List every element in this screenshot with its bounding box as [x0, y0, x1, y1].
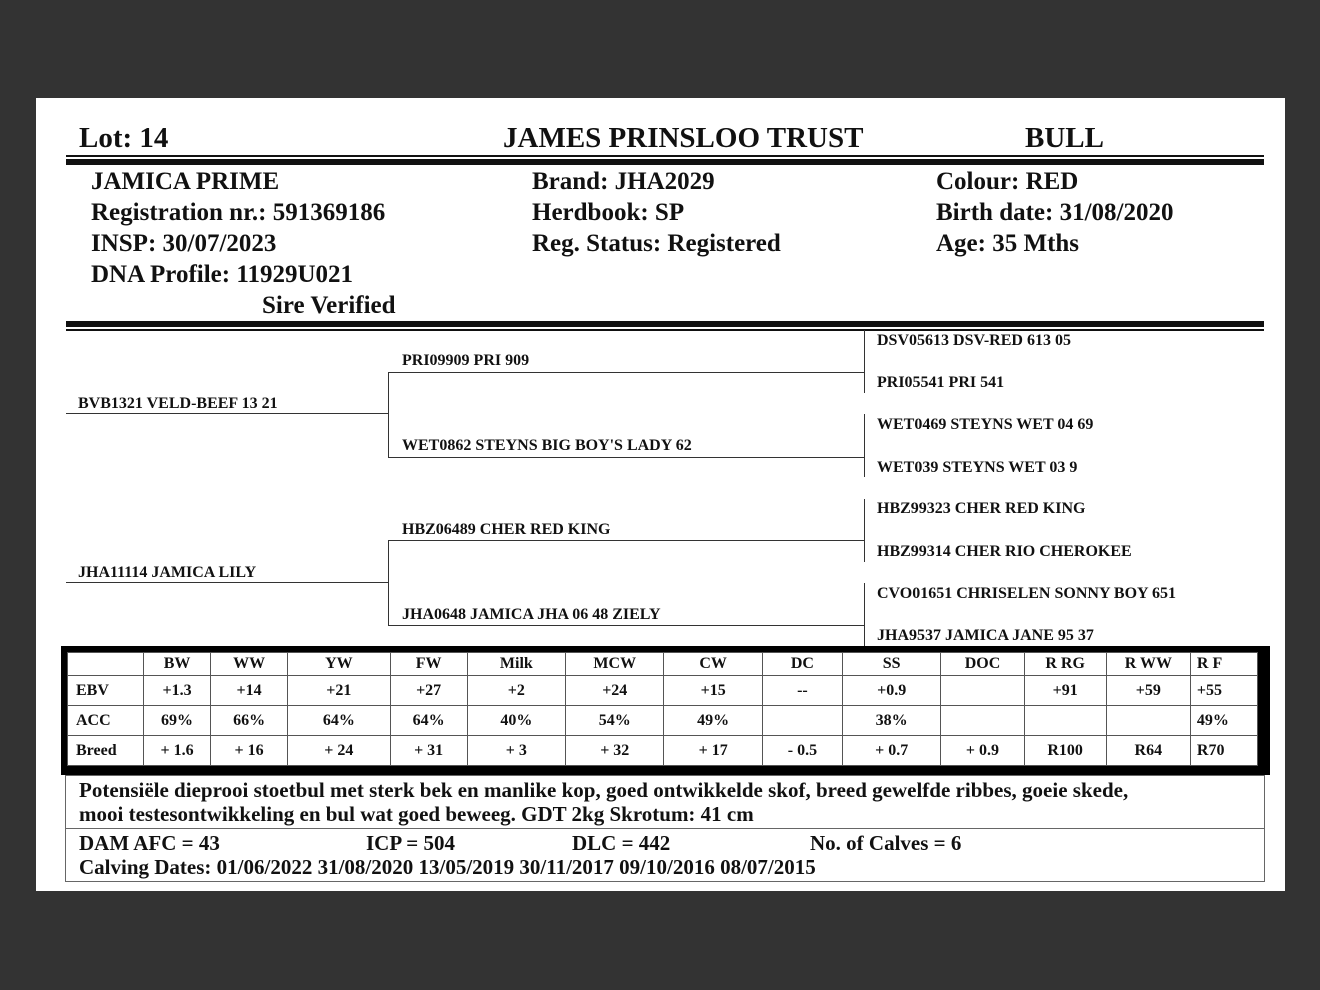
acc-cell: 69% [144, 706, 211, 736]
herdbook: Herdbook: SP [532, 199, 685, 226]
ebv-col-header: Milk [467, 653, 565, 676]
pedigree-gg-4: WET039 STEYNS WET 03 9 [877, 459, 1078, 476]
ebv-col-header: FW [390, 653, 467, 676]
ebv-cell: +91 [1024, 676, 1106, 706]
breed-cell: R70 [1190, 736, 1257, 766]
sire-dam-line [388, 457, 864, 458]
acc-cell: 54% [566, 706, 664, 736]
ebv-cell: +15 [664, 676, 762, 706]
row-label: ACC [68, 706, 144, 736]
acc-cell: 38% [842, 706, 940, 736]
dam-dlc: DLC = 442 [572, 831, 671, 855]
ebv-col-header [68, 653, 144, 676]
breed-cell: + 24 [288, 736, 390, 766]
row-label: Breed [68, 736, 144, 766]
acc-cell: 49% [1190, 706, 1257, 736]
ebv-col-header: R RG [1024, 653, 1106, 676]
registration-number: Registration nr.: 591369186 [91, 199, 386, 226]
acc-cell [941, 706, 1024, 736]
row-label: EBV [68, 676, 144, 706]
gg-bracket-2 [864, 414, 865, 477]
pedigree-gg-2: PRI05541 PRI 541 [877, 374, 1005, 391]
dam-afc: DAM AFC = 43 [79, 831, 220, 855]
ebv-col-header: YW [288, 653, 390, 676]
number-of-calves: No. of Calves = 6 [810, 831, 962, 855]
pedigree-sire-sire: PRI09909 PRI 909 [402, 352, 530, 369]
animal-name: JAMICA PRIME [91, 168, 280, 195]
ebv-col-header: WW [211, 653, 288, 676]
ebv-cell: +24 [566, 676, 664, 706]
pedigree-dam: JHA11114 JAMICA LILY [78, 564, 257, 581]
animal-sex: BULL [1025, 122, 1104, 154]
breed-cell: R100 [1024, 736, 1106, 766]
ebv-col-header: DOC [941, 653, 1024, 676]
dam-line [66, 582, 388, 583]
acc-cell [1106, 706, 1190, 736]
owner-name: JAMES PRINSLOO TRUST [503, 122, 864, 154]
dam-sire-line [388, 540, 864, 541]
ebv-cell: +59 [1106, 676, 1190, 706]
dam-stats-box [65, 828, 1265, 882]
comment-line-2: mooi testesontwikkeling en bul wat goed beweeg. GDT 2kg Skrotum: 41 cm [79, 802, 754, 826]
colour: Colour: RED [936, 168, 1079, 195]
details-rule-thick [66, 321, 1264, 327]
pedigree-sire: BVB1321 VELD-BEEF 13 21 [78, 395, 278, 412]
ebv-col-header: DC [762, 653, 842, 676]
acc-cell [762, 706, 842, 736]
ebv-col-header: SS [842, 653, 940, 676]
inspection-date: INSP: 30/07/2023 [91, 230, 277, 257]
lot-number: Lot: 14 [79, 122, 169, 154]
acc-cell: 66% [211, 706, 288, 736]
ebv-cell: -- [762, 676, 842, 706]
acc-row [68, 706, 1258, 736]
comment-line-1: Potensiële dieprooi stoetbul met sterk bek en manlike kop, goed ontwikkelde skof, breed gewelfde ribbes, goeie skede, [79, 778, 1129, 802]
pedigree-gg-6: HBZ99314 CHER RIO CHEROKEE [877, 543, 1132, 560]
acc-cell: 49% [664, 706, 762, 736]
header-rule-thin [66, 155, 1264, 157]
dam-bracket [388, 540, 389, 625]
birth-date: Birth date: 31/08/2020 [936, 199, 1174, 226]
sire-bracket [388, 372, 389, 457]
breed-cell: + 16 [211, 736, 288, 766]
registration-status: Reg. Status: Registered [532, 230, 781, 257]
breed-cell: + 0.9 [941, 736, 1024, 766]
sire-sire-line [388, 372, 864, 373]
ebv-row [68, 676, 1258, 706]
ebv-cell: +55 [1190, 676, 1257, 706]
acc-cell: 64% [288, 706, 390, 736]
details-rule-thin [66, 329, 1264, 331]
ebv-cell: +27 [390, 676, 467, 706]
comments-box [65, 775, 1265, 829]
sire-line [66, 413, 388, 414]
ebv-cell: +21 [288, 676, 390, 706]
ebv-col-header: R WW [1106, 653, 1190, 676]
pedigree-dam-sire: HBZ06489 CHER RED KING [402, 521, 611, 538]
ebv-col-header: BW [144, 653, 211, 676]
ebv-cell [941, 676, 1024, 706]
ebv-table-frame [61, 646, 1270, 775]
ebv-cell: +0.9 [842, 676, 940, 706]
ebv-header-row [68, 653, 1258, 676]
dam-dam-line [388, 625, 864, 626]
gg-bracket-3 [864, 499, 865, 562]
dna-profile: DNA Profile: 11929U021 [91, 261, 354, 288]
ebv-cell: +1.3 [144, 676, 211, 706]
age: Age: 35 Mths [936, 230, 1080, 257]
brand: Brand: JHA2029 [532, 168, 715, 195]
pedigree-sire-dam: WET0862 STEYNS BIG BOY'S LADY 62 [402, 437, 692, 454]
acc-cell: 40% [467, 706, 565, 736]
breed-cell: + 1.6 [144, 736, 211, 766]
gg-bracket-4 [864, 583, 865, 646]
breed-cell: + 0.7 [842, 736, 940, 766]
acc-cell: 64% [390, 706, 467, 736]
gg-bracket-1 [864, 330, 865, 393]
breed-cell: + 31 [390, 736, 467, 766]
ebv-col-header: MCW [566, 653, 664, 676]
pedigree-gg-3: WET0469 STEYNS WET 04 69 [877, 416, 1094, 433]
pedigree-gg-7: CVO01651 CHRISELEN SONNY BOY 651 [877, 585, 1176, 602]
pedigree-dam-dam: JHA0648 JAMICA JHA 06 48 ZIELY [402, 606, 661, 623]
pedigree-gg-5: HBZ99323 CHER RED KING [877, 500, 1086, 517]
breed-cell: + 17 [664, 736, 762, 766]
acc-cell [1024, 706, 1106, 736]
breed-cell: + 32 [566, 736, 664, 766]
breed-cell: - 0.5 [762, 736, 842, 766]
breed-cell: + 3 [467, 736, 565, 766]
ebv-cell: +2 [467, 676, 565, 706]
breed-cell: R64 [1106, 736, 1190, 766]
pedigree-gg-8: JHA9537 JAMICA JANE 95 37 [877, 627, 1094, 644]
lot-catalogue-card [36, 98, 1285, 891]
dam-icp: ICP = 504 [366, 831, 455, 855]
pedigree-gg-1: DSV05613 DSV-RED 613 05 [877, 332, 1071, 349]
ebv-table [67, 652, 1258, 766]
sire-verified: Sire Verified [262, 292, 396, 319]
breed-row [68, 736, 1258, 766]
ebv-col-header: R F [1190, 653, 1257, 676]
calving-dates: Calving Dates: 01/06/2022 31/08/2020 13/05/2019 30/11/2017 09/10/2016 08/07/2015 [79, 855, 816, 879]
ebv-col-header: CW [664, 653, 762, 676]
ebv-cell: +14 [211, 676, 288, 706]
header-rule-thick [66, 159, 1264, 165]
